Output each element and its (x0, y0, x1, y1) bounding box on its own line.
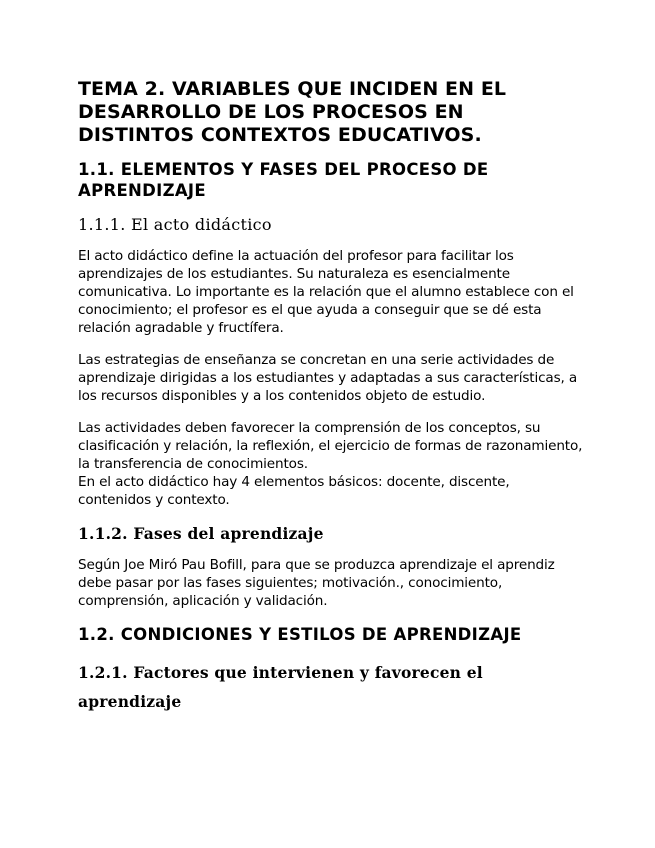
subsection-heading-1-1-2: 1.1.2. Fases del aprendizaje (78, 524, 324, 543)
paragraph-acto-didactico: El acto didáctico define la actuación del profesor para facilitar los aprendizajes de los estudiantes. Su naturaleza es esencialmente comunicativa. Lo importante es la relación que el alumno establece con el conocimiento; el profesor es el que ayuda a conseguir que se dé esta relación agradable y fructífera. (78, 248, 574, 336)
subsection-heading-1-2-1-line-2: aprendizaje (78, 692, 182, 711)
section-heading-1-2: 1.2. CONDICIONES Y ESTILOS DE APRENDIZAJE (78, 625, 522, 644)
subsection-heading-1-1-1: 1.1.1. El acto didáctico (78, 215, 272, 234)
document-page (78, 78, 583, 728)
paragraph-elementos-basicos: En el acto didáctico hay 4 elementos básicos: docente, discente, contenidos y contexto. (78, 474, 510, 508)
subsection-heading-1-2-1-line-1: 1.2.1. Factores que intervienen y favorecen el (78, 663, 483, 682)
subsection-heading-1-2-1 (78, 658, 583, 716)
paragraph-actividades: Las actividades deben favorecer la comprensión de los conceptos, su clasificación y relación, la reflexión, el ejercicio de formas de razonamiento, la transferencia de conocimientos. (78, 420, 583, 472)
document-title: TEMA 2. VARIABLES QUE INCIDEN EN EL DESARROLLO DE LOS PROCESOS EN DISTINTOS CONTEXTOS EDUCATIVOS. (78, 78, 507, 146)
section-heading-1-1: 1.1. ELEMENTOS Y FASES DEL PROCESO DE APRENDIZAJE (78, 160, 489, 200)
paragraph-estrategias: Las estrategias de enseñanza se concretan en una serie actividades de aprendizaje dirigidas a los estudiantes y adaptadas a sus características, a los recursos disponibles y a los contenidos objeto de estudio. (78, 352, 578, 404)
paragraph-fases: Según Joe Miró Pau Bofill, para que se produzca aprendizaje el aprendiz debe pasar por las fases siguientes; motivación., conocimiento, comprensión, aplicación y validación. (78, 557, 555, 609)
